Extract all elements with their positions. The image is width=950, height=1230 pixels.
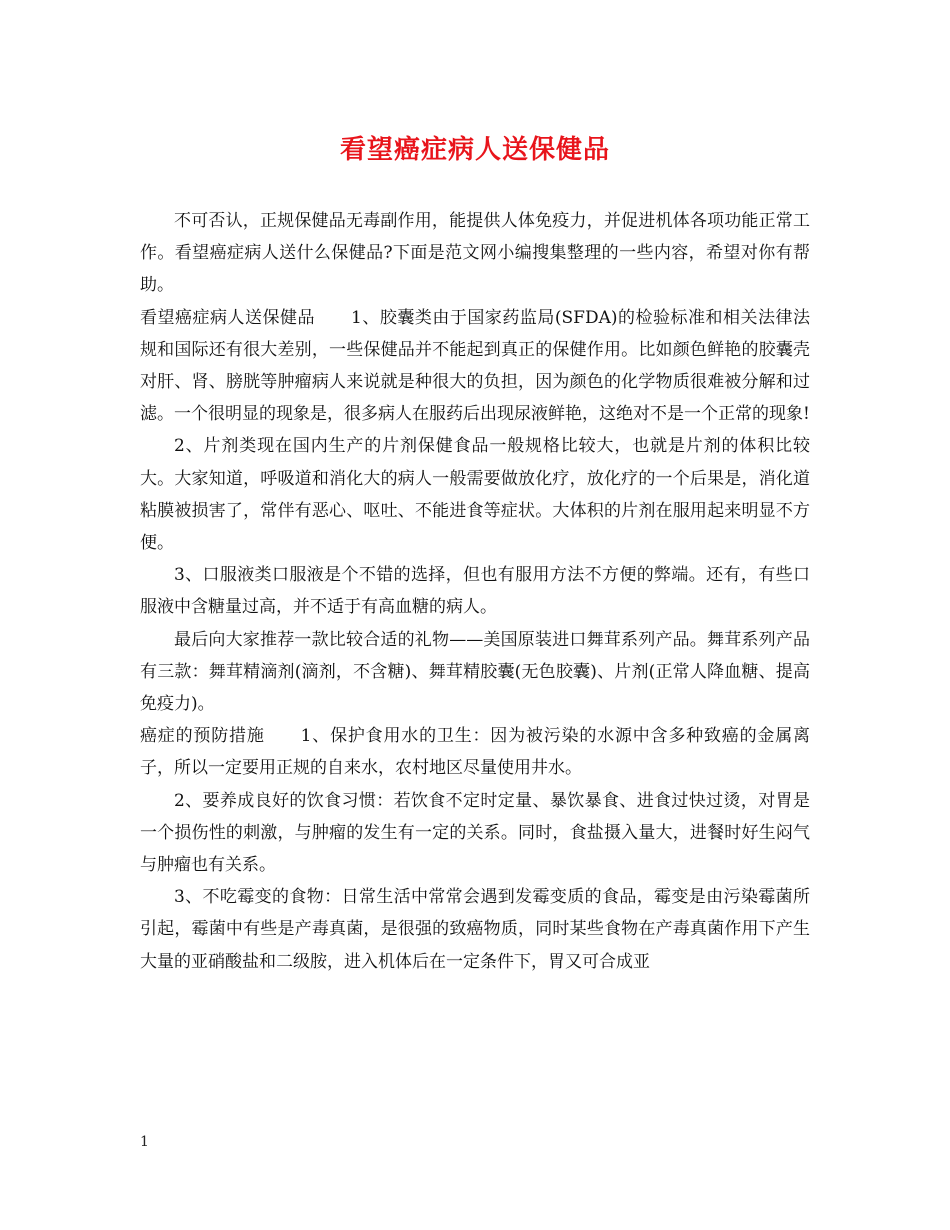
section2-heading: 癌症的预防措施 [140,726,265,747]
section2-paragraph-1 [140,720,810,784]
section1-recommend: 最后向大家推荐一款比较合适的礼物——美国原装进口舞茸系列产品。舞茸系列产品有三款：舞茸精滴剂(滴剂，不含糖)、舞茸精胶囊(无色胶囊)、片剂(正常人降血糖、提高免疫力)。 [140,629,810,715]
section2-item3: 3、不吃霉变的食物：日常生活中常常会遇到发霉变质的食品，霉变是由污染霉菌所引起，霉菌中有些是产毒真菌，是很强的致癌物质，同时某些食物在产毒真菌作用下产生大量的亚硝酸盐和二级胺，进入机体后在一定条件下，胃又可合成亚 [140,887,810,972]
section1-item2: 2、片剂类现在国内生产的片剂保健食品一般规格比较大，也就是片剂的体积比较大。大家知道，呼吸道和消化大的病人一般需要做放化疗，放化疗的一个后果是，消化道粘膜被损害了，常伴有恶心、呕吐、不能进食等症状。大体积的片剂在服用起来明显不方便。 [140,436,810,554]
section2-item2: 2、要养成良好的饮食习惯：若饮食不定时定量、暴饮暴食、进食过快过烫，对胃是一个损伤性的刺激，与肿瘤的发生有一定的关系。同时，食盐摄入量大，进餐时好生闷气与肿瘤也有关系。 [140,790,810,876]
page-number: 1 [140,1134,149,1150]
intro-paragraph: 不可否认，正规保健品无毒副作用，能提供人体免疫力，并促进机体各项功能正常工作。看望癌症病人送什么保健品?下面是范文网小编搜集整理的一些内容，希望对你有帮助。 [140,211,810,296]
section1-item3: 3、口服液类口服液是个不错的选择，但也有服用方法不方便的弊端。还有，有些口服液中含糖量过高，并不适于有高血糖的病人。 [140,565,810,618]
section2-item1: 1、保护食用水的卫生：因为被污染的水源中含多种致癌的金属离子，所以一定要用正规的自来水，农村地区尽量使用井水。 [140,726,810,779]
document-title: 看望癌症病人送保健品 [339,135,610,165]
section1-heading: 看望癌症病人送保健品 [140,307,316,328]
section1-paragraph-1 [140,302,810,431]
section1-item1: 1、胶囊类由于国家药监局(SFDA)的检验标准和相关法律法规和国际还有很大差别，一些保健品并不能起到真正的保健作用。比如颜色鲜艳的胶囊壳对肝、肾、膀胱等肿瘤病人来说就是种很大的负担，因为颜色的化学物质很难被分解和过滤。一个很明显的现象是，很多病人在服药后出现尿液鲜艳，这绝对不是一个正常的现象! [140,307,811,425]
document-body [140,205,810,978]
